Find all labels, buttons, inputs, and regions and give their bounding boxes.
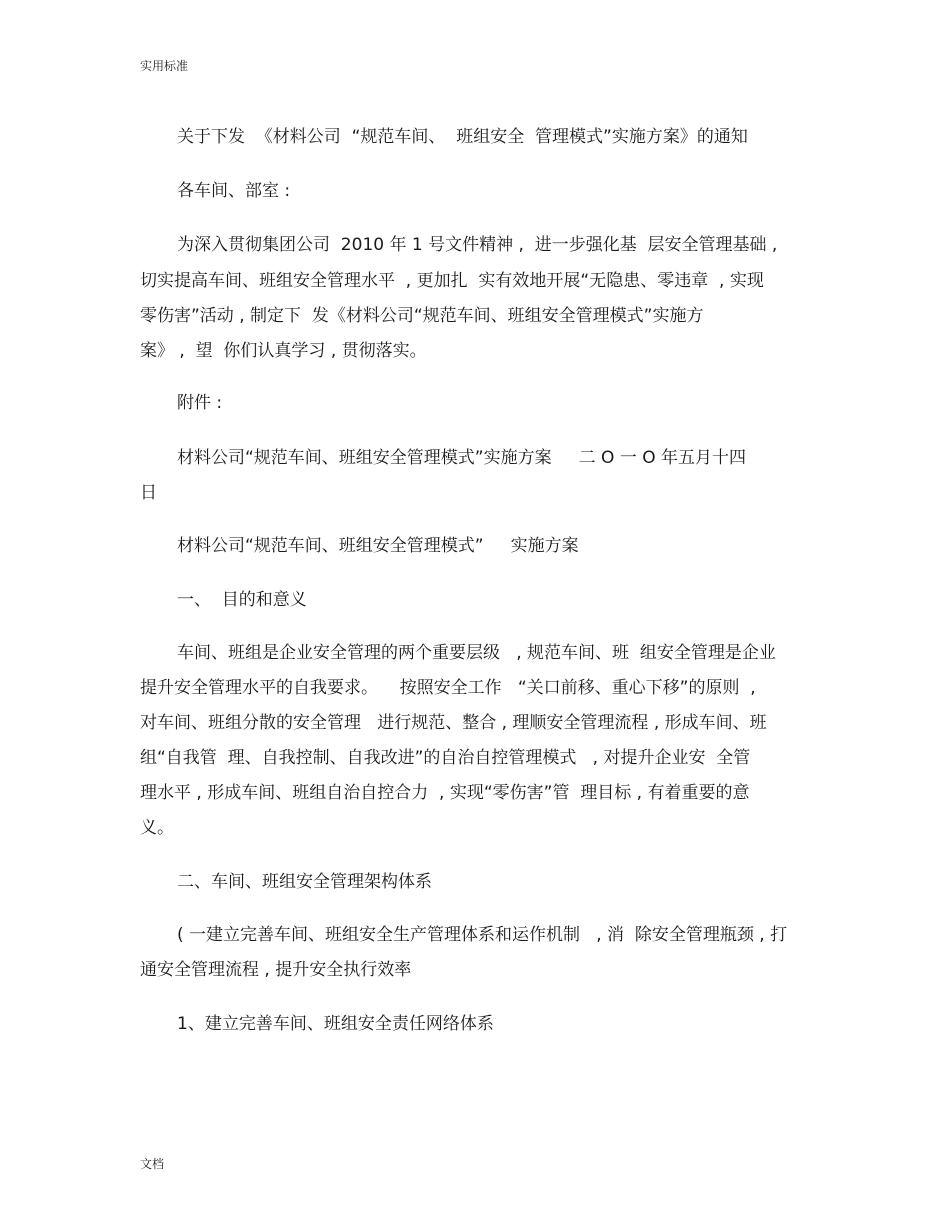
paragraph-line: 为深入贯彻集团公司 2010 年 1 号文件精神 , 进一步强化基 层安全管理基础 , bbox=[177, 235, 778, 255]
plan-title: 材料公司“规范车间、班组安全管理模式” 实施方案 bbox=[177, 536, 579, 556]
section-heading: 二、车间、班组安全管理架构体系 bbox=[177, 872, 432, 892]
attachment-label: 附件 : bbox=[177, 393, 223, 413]
paragraph-line: 通安全管理流程 , 提升安全执行效率 bbox=[140, 960, 412, 980]
notice-title: 关于下发 《材料公司 “规范车间、 班组安全 管理模式”实施方案》的通知 bbox=[177, 127, 748, 147]
page-header: 实用标准 bbox=[140, 59, 189, 73]
paragraph-line: 提升安全管理水平的自我要求。 按照安全工作 “关口前移、重心下移”的原则 , bbox=[140, 678, 756, 698]
paragraph-line: 对车间、班组分散的安全管理 进行规范、整合 , 理顺安全管理流程 , 形成车间、班 bbox=[140, 713, 767, 733]
subsection-heading: 1、建立完善车间、班组安全责任网络体系 bbox=[177, 1014, 494, 1034]
paragraph-line: 义。 bbox=[140, 818, 174, 838]
paragraph-line: 组“自我管 理、自我控制、自我改进”的自治自控管理模式 , 对提升企业安 全管 bbox=[140, 748, 751, 768]
paragraph-line: 切实提高车间、班组安全管理水平 , 更加扎 实有效地开展“无隐患、零违章 , 实现 bbox=[140, 271, 764, 291]
paragraph-line: 车间、班组是企业安全管理的两个重要层级 , 规范车间、班 组安全管理是企业 bbox=[177, 643, 776, 663]
paragraph-line: 零伤害”活动 , 制定下 发《材料公司“规范车间、班组安全管理模式”实施方 bbox=[140, 306, 704, 326]
paragraph-line: 日 bbox=[140, 483, 157, 503]
paragraph-line: 理水平 , 形成车间、班组自治自控合力 , 实现“零伤害”管 理目标 , 有着重要的意 bbox=[140, 783, 750, 803]
paragraph-line: ( 一建立完善车间、班组安全生产管理体系和运作机制 , 消 除安全管理瓶颈 , 打 bbox=[177, 925, 788, 945]
paragraph-line: 材料公司“规范车间、班组安全管理模式”实施方案 二 O 一 O 年五月十四 bbox=[177, 448, 747, 468]
salutation: 各车间、部室 : bbox=[177, 181, 291, 201]
page-footer: 文档 bbox=[140, 1157, 165, 1171]
paragraph-line: 案》 , 望 你们认真学习 , 贯彻落实。 bbox=[140, 341, 427, 361]
section-heading: 一、 目的和意义 bbox=[177, 590, 307, 610]
